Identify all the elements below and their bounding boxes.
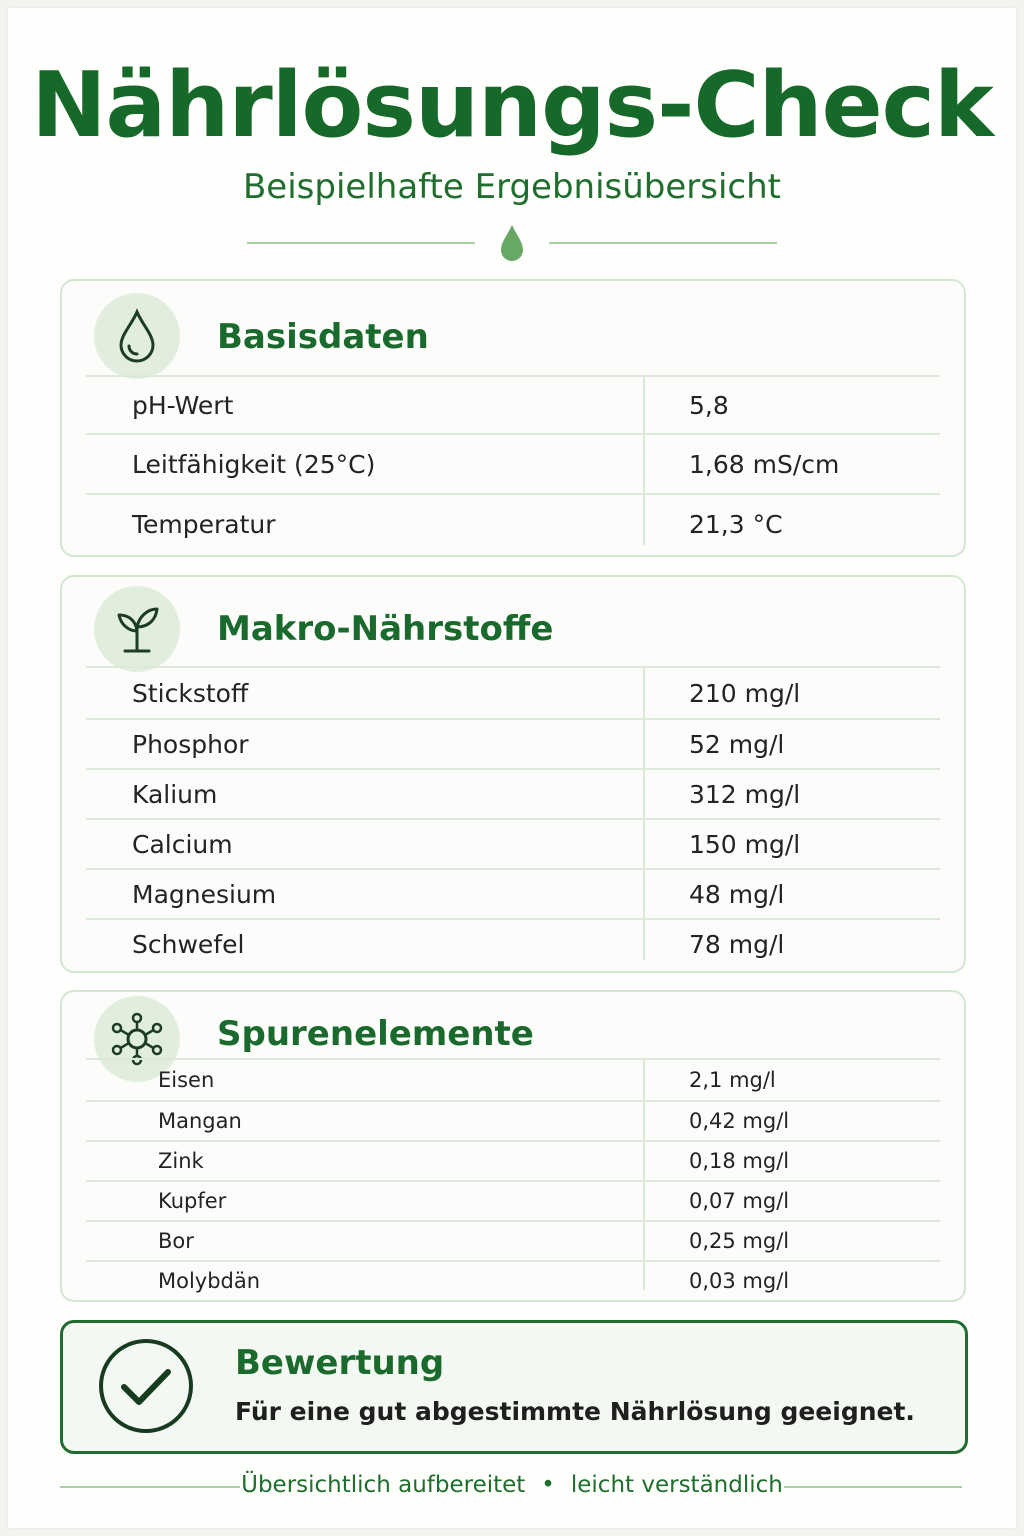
table-row — [86, 918, 940, 968]
table-row — [86, 768, 940, 818]
table-row — [86, 433, 940, 493]
table-row — [86, 818, 940, 868]
table-row — [86, 1140, 940, 1180]
table-row — [86, 1058, 940, 1100]
table-row — [86, 493, 940, 553]
row-label: Zink — [158, 1149, 204, 1173]
row-label: Calcium — [132, 829, 233, 859]
row-value: 78 mg/l — [689, 929, 785, 959]
bewertung-text: Für eine gut abgestimmte Nährlösung geeignet. — [235, 1397, 915, 1426]
row-value: 150 mg/l — [689, 829, 801, 859]
row-value: 2,1 mg/l — [689, 1068, 776, 1092]
row-label: Mangan — [158, 1109, 242, 1133]
row-label: Schwefel — [132, 929, 245, 959]
row-value: 0,07 mg/l — [689, 1189, 790, 1213]
row-label: pH-Wert — [132, 390, 234, 420]
spuren-card — [60, 990, 966, 1302]
checkmark-circle-icon — [97, 1337, 195, 1435]
bewertung-box — [60, 1320, 968, 1454]
page-subtitle: Beispielhafte Ergebnisübersicht — [242, 167, 782, 207]
drop-icon — [497, 222, 527, 264]
row-label: Bor — [158, 1229, 194, 1253]
row-value: 312 mg/l — [689, 779, 801, 809]
row-label: Eisen — [158, 1068, 215, 1092]
header-divider-left — [247, 242, 475, 244]
table-row — [86, 718, 940, 768]
table-row — [86, 868, 940, 918]
footer-separator: • — [541, 1472, 555, 1498]
row-value: 5,8 — [689, 390, 729, 420]
row-value: 210 mg/l — [689, 678, 801, 708]
row-label: Magnesium — [132, 879, 277, 909]
row-label: Phosphor — [132, 729, 249, 759]
seedling-icon — [109, 601, 165, 657]
basis-icon-circle — [94, 293, 180, 379]
table-row — [86, 375, 940, 433]
row-value: 21,3 °C — [689, 509, 783, 539]
row-value: 52 mg/l — [689, 729, 785, 759]
row-value: 0,25 mg/l — [689, 1229, 790, 1253]
footer-right-text: leicht verständlich — [570, 1472, 783, 1498]
row-value: 48 mg/l — [689, 879, 785, 909]
makro-title: Makro-Nährstoffe — [217, 609, 554, 649]
page-title: Nährlösungs-Check — [31, 53, 993, 158]
row-label: Leitfähigkeit (25°C) — [132, 449, 376, 479]
footer-left-text: Übersichtlich aufbereitet — [241, 1472, 526, 1498]
makro-icon-circle — [94, 586, 180, 672]
row-label: Kupfer — [158, 1189, 227, 1213]
table-row — [86, 1260, 940, 1300]
row-label: Stickstoff — [132, 678, 249, 708]
row-value: 0,03 mg/l — [689, 1269, 790, 1293]
table-row — [86, 1100, 940, 1140]
row-value: 0,18 mg/l — [689, 1149, 790, 1173]
header-divider-right — [549, 242, 777, 244]
row-label: Molybdän — [158, 1269, 261, 1293]
table-row — [86, 666, 940, 718]
row-label: Kalium — [132, 779, 218, 809]
footer — [0, 1472, 1024, 1498]
spuren-table — [86, 1058, 940, 1300]
basis-title: Basisdaten — [217, 317, 429, 357]
table-row — [86, 1220, 940, 1260]
basis-table — [86, 375, 940, 553]
row-value: 1,68 mS/cm — [689, 449, 840, 479]
table-row — [86, 1180, 940, 1220]
water-drop-icon — [115, 308, 159, 364]
spuren-title: Spurenelemente — [217, 1014, 534, 1054]
bewertung-title: Bewertung — [235, 1343, 445, 1383]
basis-card — [60, 279, 966, 557]
makro-table — [86, 666, 940, 968]
row-value: 0,42 mg/l — [689, 1109, 790, 1133]
row-label: Temperatur — [132, 509, 276, 539]
makro-card — [60, 575, 966, 973]
